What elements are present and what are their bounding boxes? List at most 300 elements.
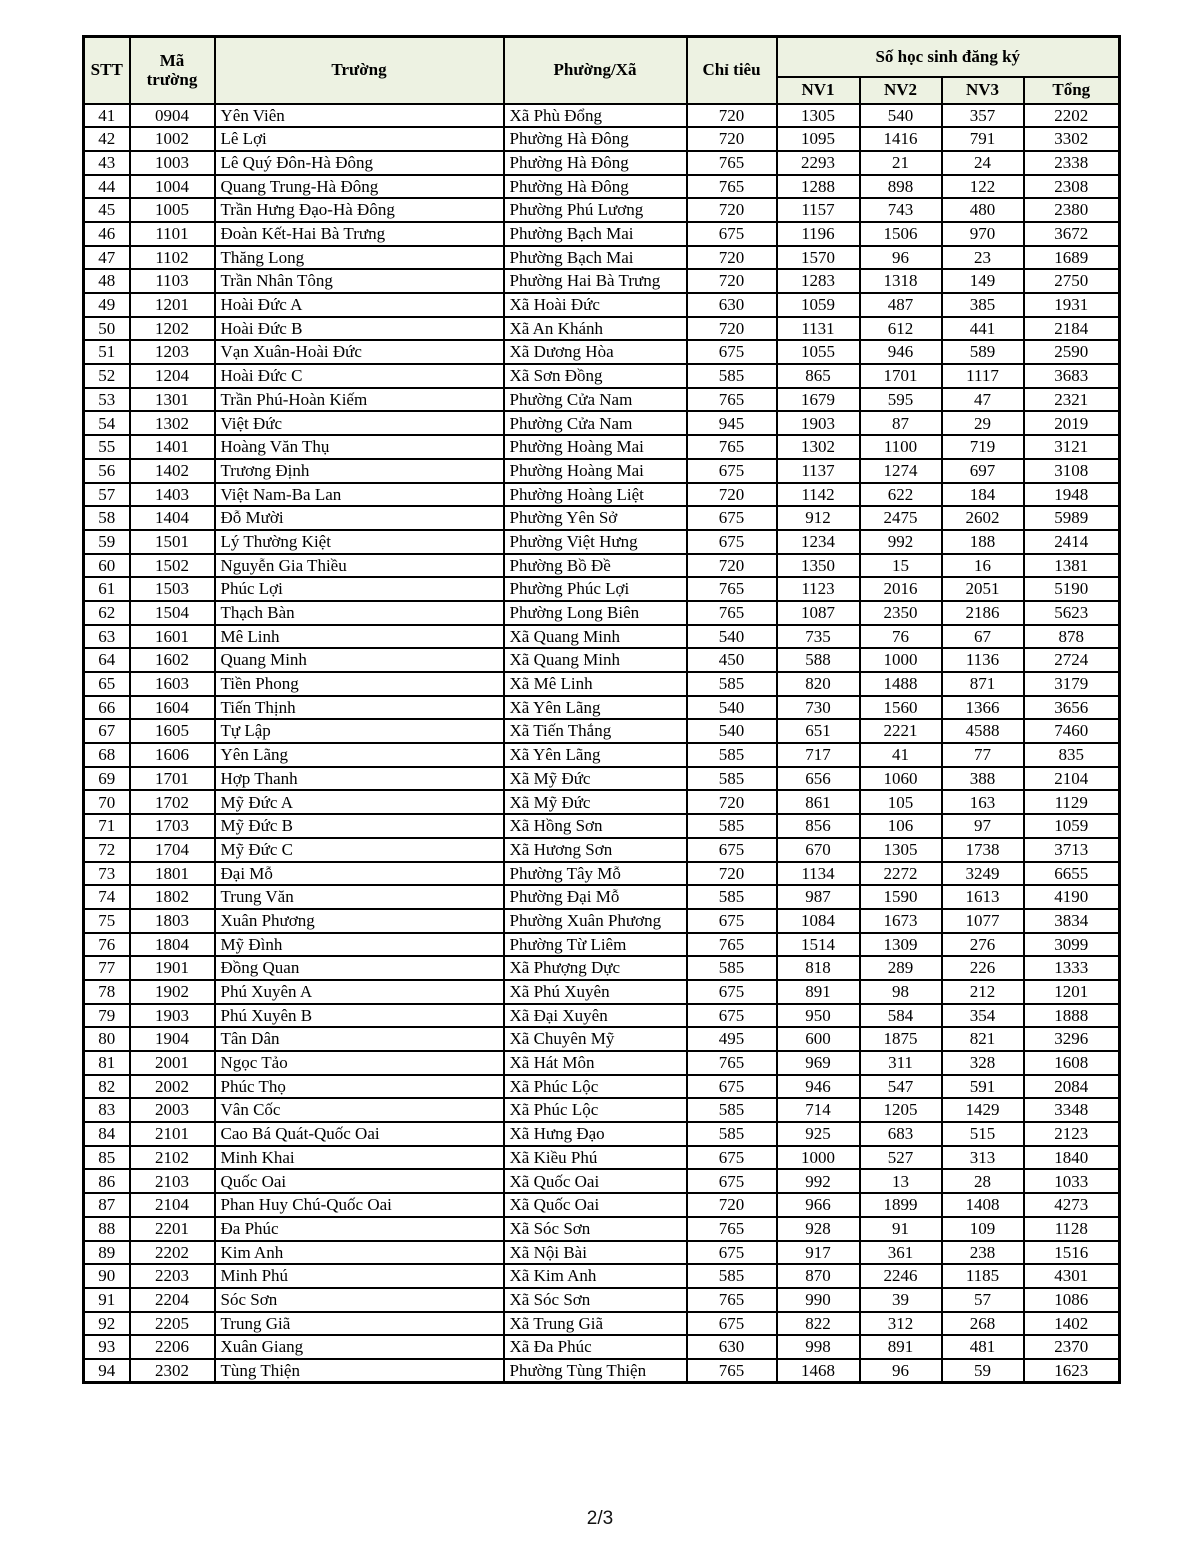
cell-chi-tieu: 720 <box>687 554 777 578</box>
cell-chi-tieu: 630 <box>687 1335 777 1359</box>
cell-nv1: 717 <box>777 743 860 767</box>
cell-truong: Thạch Bàn <box>215 601 504 625</box>
cell-tong: 1086 <box>1024 1288 1120 1312</box>
cell-phuong-xa: Phường Xuân Phương <box>504 909 687 933</box>
cell-truong: Kim Anh <box>215 1241 504 1265</box>
cell-chi-tieu: 765 <box>687 933 777 957</box>
cell-stt: 50 <box>84 317 130 341</box>
cell-nv1: 950 <box>777 1004 860 1028</box>
cell-tong: 878 <box>1024 625 1120 649</box>
cell-stt: 74 <box>84 885 130 909</box>
cell-truong: Vân Cốc <box>215 1098 504 1122</box>
cell-phuong-xa: Xã An Khánh <box>504 317 687 341</box>
cell-tong: 5989 <box>1024 506 1120 530</box>
cell-nv1: 1087 <box>777 601 860 625</box>
cell-nv2: 1205 <box>860 1098 942 1122</box>
cell-truong: Lê Quý Đôn-Hà Đông <box>215 151 504 175</box>
table-row <box>84 483 1120 507</box>
cell-nv2: 612 <box>860 317 942 341</box>
cell-nv2: 1673 <box>860 909 942 933</box>
cell-chi-tieu: 585 <box>687 767 777 791</box>
table-row <box>84 1075 1120 1099</box>
cell-nv3: 4588 <box>942 719 1024 743</box>
cell-nv2: 1000 <box>860 648 942 672</box>
cell-truong: Mỹ Đức A <box>215 790 504 814</box>
cell-nv1: 1679 <box>777 388 860 412</box>
table-row <box>84 151 1120 175</box>
table-row <box>84 577 1120 601</box>
table-row <box>84 1122 1120 1146</box>
cell-nv1: 820 <box>777 672 860 696</box>
table-row <box>84 1051 1120 1075</box>
cell-stt: 48 <box>84 269 130 293</box>
cell-tong: 4273 <box>1024 1193 1120 1217</box>
table-row <box>84 340 1120 364</box>
cell-stt: 54 <box>84 411 130 435</box>
cell-truong: Hoài Đức B <box>215 317 504 341</box>
cell-tong: 3683 <box>1024 364 1120 388</box>
cell-stt: 73 <box>84 862 130 886</box>
cell-nv2: 1701 <box>860 364 942 388</box>
cell-nv3: 29 <box>942 411 1024 435</box>
cell-nv1: 861 <box>777 790 860 814</box>
table-row <box>84 1027 1120 1051</box>
cell-ma-truong: 1803 <box>130 909 215 933</box>
cell-chi-tieu: 720 <box>687 483 777 507</box>
cell-phuong-xa: Xã Nội Bài <box>504 1241 687 1265</box>
table-row <box>84 175 1120 199</box>
cell-chi-tieu: 540 <box>687 625 777 649</box>
cell-chi-tieu: 720 <box>687 790 777 814</box>
cell-nv3: 24 <box>942 151 1024 175</box>
cell-nv2: 743 <box>860 198 942 222</box>
cell-ma-truong: 1103 <box>130 269 215 293</box>
table-row <box>84 672 1120 696</box>
cell-ma-truong: 1602 <box>130 648 215 672</box>
table-row <box>84 1169 1120 1193</box>
cell-nv3: 719 <box>942 435 1024 459</box>
cell-phuong-xa: Phường Hoàng Mai <box>504 459 687 483</box>
cell-ma-truong: 2103 <box>130 1169 215 1193</box>
cell-tong: 1689 <box>1024 246 1120 270</box>
cell-phuong-xa: Phường Hoàng Mai <box>504 435 687 459</box>
cell-ma-truong: 1402 <box>130 459 215 483</box>
cell-phuong-xa: Xã Quang Minh <box>504 625 687 649</box>
cell-chi-tieu: 585 <box>687 1122 777 1146</box>
cell-nv1: 1196 <box>777 222 860 246</box>
cell-nv1: 670 <box>777 838 860 862</box>
cell-nv3: 67 <box>942 625 1024 649</box>
table-row <box>84 1004 1120 1028</box>
cell-nv3: 970 <box>942 222 1024 246</box>
cell-stt: 63 <box>84 625 130 649</box>
cell-ma-truong: 1201 <box>130 293 215 317</box>
cell-truong: Tân Dân <box>215 1027 504 1051</box>
cell-phuong-xa: Xã Sơn Đồng <box>504 364 687 388</box>
cell-nv3: 480 <box>942 198 1024 222</box>
table-row <box>84 625 1120 649</box>
cell-tong: 2370 <box>1024 1335 1120 1359</box>
cell-stt: 86 <box>84 1169 130 1193</box>
cell-tong: 3302 <box>1024 127 1120 151</box>
cell-nv1: 1305 <box>777 104 860 128</box>
cell-chi-tieu: 720 <box>687 269 777 293</box>
cell-truong: Phúc Lợi <box>215 577 504 601</box>
cell-stt: 93 <box>84 1335 130 1359</box>
cell-stt: 83 <box>84 1098 130 1122</box>
cell-tong: 2380 <box>1024 198 1120 222</box>
cell-truong: Đỗ Mười <box>215 506 504 530</box>
cell-phuong-xa: Xã Hoài Đức <box>504 293 687 317</box>
cell-chi-tieu: 720 <box>687 246 777 270</box>
cell-stt: 87 <box>84 1193 130 1217</box>
cell-phuong-xa: Xã Hưng Đạo <box>504 1122 687 1146</box>
cell-truong: Lê Lợi <box>215 127 504 151</box>
cell-nv2: 547 <box>860 1075 942 1099</box>
cell-tong: 1402 <box>1024 1312 1120 1336</box>
cell-nv2: 289 <box>860 956 942 980</box>
cell-nv2: 2221 <box>860 719 942 743</box>
cell-truong: Tùng Thiện <box>215 1359 504 1383</box>
cell-nv2: 1488 <box>860 672 942 696</box>
table-row <box>84 862 1120 886</box>
cell-tong: 4190 <box>1024 885 1120 909</box>
cell-nv3: 188 <box>942 530 1024 554</box>
cell-nv3: 821 <box>942 1027 1024 1051</box>
cell-tong: 2750 <box>1024 269 1120 293</box>
cell-nv1: 1055 <box>777 340 860 364</box>
cell-truong: Hoàng Văn Thụ <box>215 435 504 459</box>
header-phuong-xa: Phường/Xã <box>504 37 687 104</box>
cell-ma-truong: 1004 <box>130 175 215 199</box>
cell-nv1: 870 <box>777 1264 860 1288</box>
table-row <box>84 1217 1120 1241</box>
cell-chi-tieu: 675 <box>687 1312 777 1336</box>
cell-phuong-xa: Xã Mỹ Đức <box>504 790 687 814</box>
cell-tong: 1381 <box>1024 554 1120 578</box>
cell-nv2: 2016 <box>860 577 942 601</box>
page-number: 2/3 <box>586 1508 614 1529</box>
cell-nv2: 1416 <box>860 127 942 151</box>
cell-tong: 3348 <box>1024 1098 1120 1122</box>
cell-nv3: 268 <box>942 1312 1024 1336</box>
cell-ma-truong: 2101 <box>130 1122 215 1146</box>
cell-truong: Cao Bá Quát-Quốc Oai <box>215 1122 504 1146</box>
cell-truong: Tiền Phong <box>215 672 504 696</box>
cell-chi-tieu: 720 <box>687 862 777 886</box>
cell-phuong-xa: Xã Quốc Oai <box>504 1169 687 1193</box>
cell-nv1: 969 <box>777 1051 860 1075</box>
cell-chi-tieu: 585 <box>687 885 777 909</box>
cell-stt: 90 <box>84 1264 130 1288</box>
cell-tong: 2104 <box>1024 767 1120 791</box>
cell-truong: Xuân Giang <box>215 1335 504 1359</box>
cell-nv3: 16 <box>942 554 1024 578</box>
cell-ma-truong: 2002 <box>130 1075 215 1099</box>
table-row <box>84 814 1120 838</box>
cell-phuong-xa: Phường Long Biên <box>504 601 687 625</box>
header-nv2: NV2 <box>860 77 942 104</box>
table-row <box>84 554 1120 578</box>
cell-nv3: 184 <box>942 483 1024 507</box>
cell-nv1: 1570 <box>777 246 860 270</box>
cell-stt: 79 <box>84 1004 130 1028</box>
cell-nv1: 990 <box>777 1288 860 1312</box>
cell-nv2: 1100 <box>860 435 942 459</box>
cell-nv1: 912 <box>777 506 860 530</box>
cell-ma-truong: 1903 <box>130 1004 215 1028</box>
cell-phuong-xa: Phường Hoàng Liệt <box>504 483 687 507</box>
cell-nv3: 791 <box>942 127 1024 151</box>
cell-ma-truong: 1802 <box>130 885 215 909</box>
header-chi-tieu: Chỉ tiêu <box>687 37 777 104</box>
cell-nv1: 1137 <box>777 459 860 483</box>
cell-nv2: 39 <box>860 1288 942 1312</box>
cell-chi-tieu: 765 <box>687 1359 777 1383</box>
cell-stt: 44 <box>84 175 130 199</box>
cell-stt: 78 <box>84 980 130 1004</box>
cell-nv3: 1077 <box>942 909 1024 933</box>
cell-truong: Lý Thường Kiệt <box>215 530 504 554</box>
cell-nv3: 149 <box>942 269 1024 293</box>
cell-phuong-xa: Xã Yên Lãng <box>504 696 687 720</box>
cell-tong: 1888 <box>1024 1004 1120 1028</box>
cell-nv2: 91 <box>860 1217 942 1241</box>
header-nv3: NV3 <box>942 77 1024 104</box>
cell-nv3: 1117 <box>942 364 1024 388</box>
cell-nv1: 1095 <box>777 127 860 151</box>
cell-truong: Mỹ Đức C <box>215 838 504 862</box>
table-row <box>84 838 1120 862</box>
cell-nv3: 1738 <box>942 838 1024 862</box>
cell-stt: 81 <box>84 1051 130 1075</box>
cell-nv3: 1366 <box>942 696 1024 720</box>
cell-phuong-xa: Xã Đại Xuyên <box>504 1004 687 1028</box>
cell-chi-tieu: 675 <box>687 1146 777 1170</box>
table-row <box>84 246 1120 270</box>
cell-chi-tieu: 585 <box>687 672 777 696</box>
cell-ma-truong: 1902 <box>130 980 215 1004</box>
cell-stt: 59 <box>84 530 130 554</box>
cell-chi-tieu: 675 <box>687 980 777 1004</box>
cell-phuong-xa: Xã Hát Môn <box>504 1051 687 1075</box>
cell-phuong-xa: Phường Hà Đông <box>504 175 687 199</box>
table-row <box>84 1241 1120 1265</box>
table-row <box>84 1264 1120 1288</box>
cell-nv2: 622 <box>860 483 942 507</box>
table-row <box>84 293 1120 317</box>
cell-stt: 77 <box>84 956 130 980</box>
cell-ma-truong: 1804 <box>130 933 215 957</box>
cell-truong: Quốc Oai <box>215 1169 504 1193</box>
table-row <box>84 696 1120 720</box>
cell-tong: 3656 <box>1024 696 1120 720</box>
cell-phuong-xa: Xã Hồng Sơn <box>504 814 687 838</box>
table-row <box>84 411 1120 435</box>
cell-tong: 2724 <box>1024 648 1120 672</box>
cell-phuong-xa: Xã Quốc Oai <box>504 1193 687 1217</box>
cell-nv3: 47 <box>942 388 1024 412</box>
cell-stt: 47 <box>84 246 130 270</box>
enrollment-table <box>82 35 1121 1384</box>
cell-tong: 2123 <box>1024 1122 1120 1146</box>
cell-nv1: 1514 <box>777 933 860 957</box>
cell-nv3: 697 <box>942 459 1024 483</box>
cell-nv3: 591 <box>942 1075 1024 1099</box>
cell-nv2: 2475 <box>860 506 942 530</box>
cell-nv2: 312 <box>860 1312 942 1336</box>
cell-ma-truong: 1002 <box>130 127 215 151</box>
cell-chi-tieu: 945 <box>687 411 777 435</box>
cell-chi-tieu: 720 <box>687 1193 777 1217</box>
cell-chi-tieu: 675 <box>687 530 777 554</box>
cell-phuong-xa: Phường Hai Bà Trưng <box>504 269 687 293</box>
cell-stt: 60 <box>84 554 130 578</box>
cell-ma-truong: 2003 <box>130 1098 215 1122</box>
table-row <box>84 530 1120 554</box>
cell-ma-truong: 1403 <box>130 483 215 507</box>
cell-nv3: 2051 <box>942 577 1024 601</box>
cell-phuong-xa: Phường Đại Mỗ <box>504 885 687 909</box>
table-row <box>84 198 1120 222</box>
cell-nv3: 2186 <box>942 601 1024 625</box>
header-truong: Trường <box>215 37 504 104</box>
cell-ma-truong: 2104 <box>130 1193 215 1217</box>
cell-nv2: 13 <box>860 1169 942 1193</box>
header-row-top <box>84 37 1120 77</box>
cell-chi-tieu: 765 <box>687 577 777 601</box>
cell-nv3: 1429 <box>942 1098 1024 1122</box>
cell-truong: Tự Lập <box>215 719 504 743</box>
cell-phuong-xa: Xã Sóc Sơn <box>504 1217 687 1241</box>
cell-stt: 58 <box>84 506 130 530</box>
cell-tong: 3108 <box>1024 459 1120 483</box>
cell-tong: 7460 <box>1024 719 1120 743</box>
cell-stt: 52 <box>84 364 130 388</box>
cell-tong: 1129 <box>1024 790 1120 814</box>
cell-nv1: 865 <box>777 364 860 388</box>
table-row <box>84 364 1120 388</box>
cell-stt: 88 <box>84 1217 130 1241</box>
header-nv1: NV1 <box>777 77 860 104</box>
cell-nv1: 966 <box>777 1193 860 1217</box>
cell-nv1: 600 <box>777 1027 860 1051</box>
cell-ma-truong: 2205 <box>130 1312 215 1336</box>
table-body <box>84 104 1120 1383</box>
cell-phuong-xa: Phường Yên Sở <box>504 506 687 530</box>
cell-nv2: 41 <box>860 743 942 767</box>
cell-ma-truong: 2102 <box>130 1146 215 1170</box>
cell-chi-tieu: 720 <box>687 104 777 128</box>
cell-tong: 1333 <box>1024 956 1120 980</box>
cell-truong: Tiến Thịnh <box>215 696 504 720</box>
cell-nv1: 1134 <box>777 862 860 886</box>
table-header <box>84 37 1120 104</box>
cell-phuong-xa: Phường Bồ Đề <box>504 554 687 578</box>
header-stt: STT <box>84 37 130 104</box>
table-row <box>84 506 1120 530</box>
cell-nv3: 163 <box>942 790 1024 814</box>
cell-ma-truong: 1501 <box>130 530 215 554</box>
cell-ma-truong: 1701 <box>130 767 215 791</box>
cell-nv1: 928 <box>777 1217 860 1241</box>
cell-phuong-xa: Xã Hương Sơn <box>504 838 687 862</box>
cell-phuong-xa: Xã Chuyên Mỹ <box>504 1027 687 1051</box>
cell-phuong-xa: Xã Yên Lãng <box>504 743 687 767</box>
cell-nv3: 1185 <box>942 1264 1024 1288</box>
cell-phuong-xa: Xã Trung Giã <box>504 1312 687 1336</box>
cell-ma-truong: 1204 <box>130 364 215 388</box>
cell-nv1: 651 <box>777 719 860 743</box>
table-row <box>84 909 1120 933</box>
cell-truong: Trần Hưng Đạo-Hà Đông <box>215 198 504 222</box>
cell-truong: Việt Đức <box>215 411 504 435</box>
cell-truong: Trương Định <box>215 459 504 483</box>
cell-truong: Quang Trung-Hà Đông <box>215 175 504 199</box>
cell-nv1: 735 <box>777 625 860 649</box>
cell-tong: 3099 <box>1024 933 1120 957</box>
cell-chi-tieu: 540 <box>687 719 777 743</box>
cell-nv2: 683 <box>860 1122 942 1146</box>
cell-tong: 3834 <box>1024 909 1120 933</box>
cell-chi-tieu: 585 <box>687 743 777 767</box>
cell-nv2: 361 <box>860 1241 942 1265</box>
cell-nv2: 106 <box>860 814 942 838</box>
cell-ma-truong: 2202 <box>130 1241 215 1265</box>
cell-truong: Phan Huy Chú-Quốc Oai <box>215 1193 504 1217</box>
cell-nv1: 1059 <box>777 293 860 317</box>
table-row <box>84 1335 1120 1359</box>
cell-stt: 76 <box>84 933 130 957</box>
cell-ma-truong: 1005 <box>130 198 215 222</box>
cell-ma-truong: 1203 <box>130 340 215 364</box>
cell-nv2: 21 <box>860 151 942 175</box>
cell-stt: 66 <box>84 696 130 720</box>
cell-chi-tieu: 675 <box>687 1169 777 1193</box>
table-row <box>84 435 1120 459</box>
cell-stt: 82 <box>84 1075 130 1099</box>
cell-stt: 65 <box>84 672 130 696</box>
cell-nv2: 96 <box>860 1359 942 1383</box>
cell-nv1: 1123 <box>777 577 860 601</box>
cell-nv3: 3249 <box>942 862 1024 886</box>
cell-chi-tieu: 675 <box>687 222 777 246</box>
cell-nv2: 992 <box>860 530 942 554</box>
cell-stt: 51 <box>84 340 130 364</box>
cell-nv3: 109 <box>942 1217 1024 1241</box>
cell-tong: 1608 <box>1024 1051 1120 1075</box>
cell-truong: Phúc Thọ <box>215 1075 504 1099</box>
cell-tong: 1948 <box>1024 483 1120 507</box>
cell-nv2: 2246 <box>860 1264 942 1288</box>
cell-ma-truong: 1503 <box>130 577 215 601</box>
cell-chi-tieu: 675 <box>687 1075 777 1099</box>
cell-tong: 2184 <box>1024 317 1120 341</box>
cell-nv3: 59 <box>942 1359 1024 1383</box>
cell-tong: 1201 <box>1024 980 1120 1004</box>
cell-truong: Ngọc Tảo <box>215 1051 504 1075</box>
cell-ma-truong: 1101 <box>130 222 215 246</box>
cell-nv2: 105 <box>860 790 942 814</box>
table-row <box>84 317 1120 341</box>
table-row <box>84 104 1120 128</box>
cell-chi-tieu: 765 <box>687 175 777 199</box>
table-row <box>84 1146 1120 1170</box>
cell-ma-truong: 2001 <box>130 1051 215 1075</box>
cell-nv3: 122 <box>942 175 1024 199</box>
cell-stt: 42 <box>84 127 130 151</box>
cell-nv3: 226 <box>942 956 1024 980</box>
